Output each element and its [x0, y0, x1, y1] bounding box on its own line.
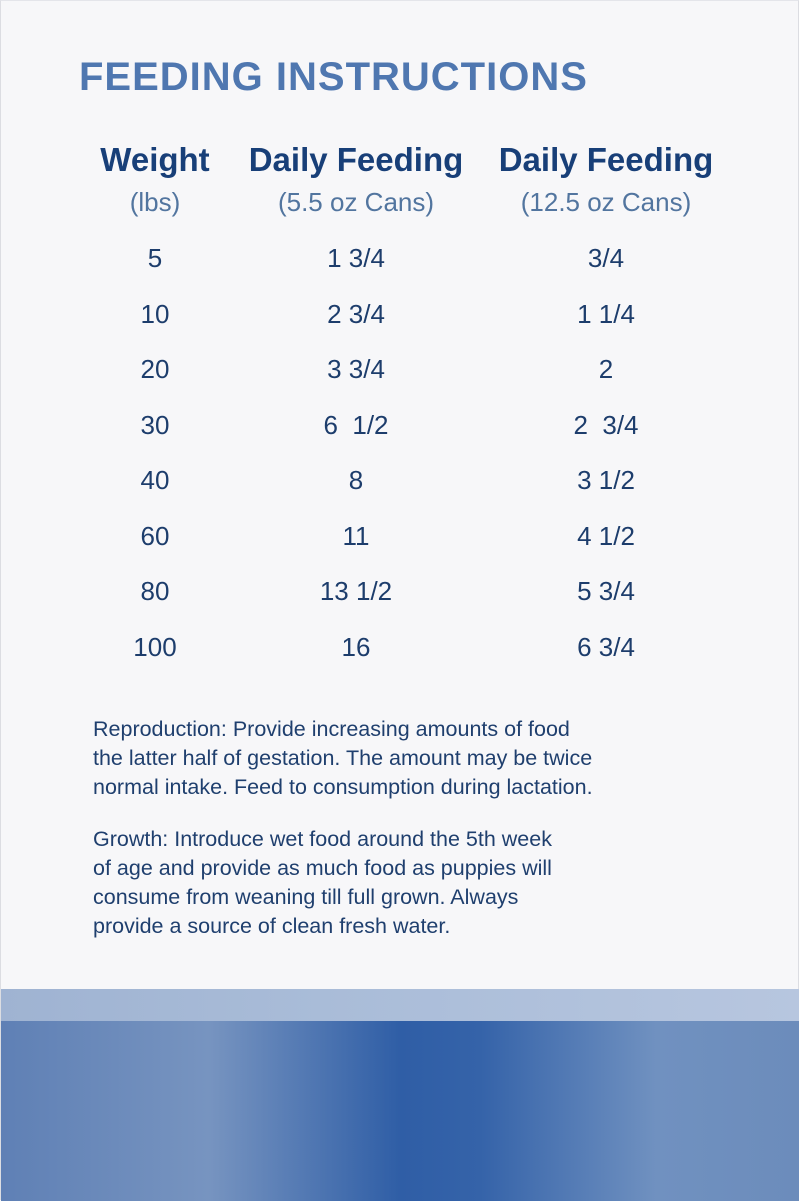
cell-large-cans: 4 1/2	[577, 520, 635, 551]
page-title: FEEDING INSTRUCTIONS	[79, 55, 588, 99]
cell-small-cans: 13 1/2	[319, 576, 393, 606]
table-row	[1, 519, 799, 575]
cell-small-cans: 1 3/4	[327, 243, 385, 273]
cell-large-cans: 2 3/4	[573, 409, 639, 440]
growth-line: of age and provide as much food as puppies will	[93, 856, 552, 880]
cell-large-cans: 6 3/4	[577, 631, 635, 662]
footer-band-dark	[1, 1021, 799, 1201]
header-weight: Weight	[100, 141, 210, 178]
header-large-can-size: (12.5 oz Cans)	[520, 187, 692, 217]
cell-weight: 5	[147, 243, 163, 273]
reproduction-line: Reproduction: Provide increasing amounts of food	[93, 717, 570, 741]
feeding-table-body	[1, 241, 799, 685]
header-small-can-size: (5.5 oz Cans)	[277, 187, 435, 217]
header-weight-unit: (lbs)	[129, 187, 181, 217]
cell-weight: 100	[133, 631, 177, 662]
header-daily-feeding-large: Daily Feeding	[498, 141, 714, 178]
cell-weight: 40	[140, 465, 170, 495]
cell-weight: 30	[140, 409, 170, 440]
reproduction-paragraph	[93, 715, 713, 802]
cell-small-cans: 8	[348, 465, 364, 495]
table-row	[1, 574, 799, 630]
table-row	[1, 297, 799, 353]
cell-small-cans: 2 3/4	[327, 298, 385, 329]
cell-small-cans: 6 1/2	[323, 409, 389, 440]
cell-weight: 80	[140, 576, 170, 606]
cell-small-cans: 3 3/4	[327, 354, 385, 384]
cell-large-cans: 5 3/4	[577, 576, 635, 606]
cell-large-cans: 2	[598, 354, 614, 384]
table-row	[1, 630, 799, 686]
growth-line: Growth: Introduce wet food around the 5th week	[93, 827, 552, 851]
header-daily-feeding-small: Daily Feeding	[248, 141, 464, 178]
cell-small-cans: 11	[342, 520, 370, 551]
reproduction-line: normal intake. Feed to consumption during lactation.	[93, 775, 593, 799]
growth-line: consume from weaning till full grown. Always	[93, 885, 519, 909]
table-row	[1, 241, 799, 297]
table-row	[1, 408, 799, 464]
cell-small-cans: 16	[341, 631, 371, 662]
table-row	[1, 352, 799, 408]
growth-line: provide a source of clean fresh water.	[93, 914, 451, 938]
cell-large-cans: 1 1/4	[577, 298, 635, 329]
footer-band-light	[1, 989, 799, 1021]
cell-large-cans: 3 1/2	[577, 465, 635, 495]
cell-large-cans: 3/4	[587, 243, 625, 273]
cell-weight: 60	[140, 520, 170, 551]
cell-weight: 20	[140, 354, 170, 384]
growth-paragraph	[93, 825, 713, 941]
cell-weight: 10	[140, 298, 170, 329]
reproduction-line: the latter half of gestation. The amount may be twice	[93, 746, 593, 770]
table-row	[1, 463, 799, 519]
